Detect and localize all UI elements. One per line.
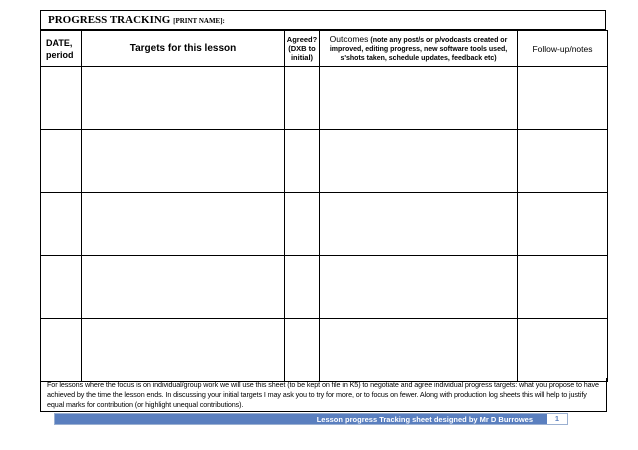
targets-cell[interactable] xyxy=(82,130,285,193)
outcomes-note: (note any post/s or p/vodcasts created or improved, editing progress, new software tools used, s'shots taken, schedule updates, feedback etc) xyxy=(329,36,508,62)
instructions-text: For lessons where the focus is on individual/group work we will use this sheet (to be kept on file in K5) to negotiate and agree individual progress targets: what you propose to have achieved by the time the lesson ends. In discussing your initial targets I may ask you to try for more, or to focus on fewer. Along with production log sheets this will help to justify equal marks for contribution (or highlight unequal contributions). xyxy=(47,380,599,409)
instructions-box xyxy=(40,378,607,412)
outcomes-cell[interactable] xyxy=(320,319,518,382)
date-cell[interactable] xyxy=(41,256,82,319)
page-number: 1 xyxy=(547,414,567,424)
column-header-date: DATE, period xyxy=(41,31,82,67)
title-note: [PRINT NAME]: xyxy=(173,17,225,25)
table-row xyxy=(41,67,608,130)
follow-up-cell[interactable] xyxy=(518,256,608,319)
table-row xyxy=(41,256,608,319)
date-cell[interactable] xyxy=(41,319,82,382)
follow-up-cell[interactable] xyxy=(518,67,608,130)
title-row xyxy=(40,10,606,30)
tracking-table xyxy=(40,30,608,382)
column-header-outcomes xyxy=(320,31,518,67)
follow-up-cell[interactable] xyxy=(518,130,608,193)
agreed-cell[interactable] xyxy=(285,193,320,256)
date-cell[interactable] xyxy=(41,193,82,256)
column-header-agreed: Agreed? (DXB to initial) xyxy=(285,31,320,67)
date-cell[interactable] xyxy=(41,130,82,193)
column-header-targets: Targets for this lesson xyxy=(82,31,285,67)
page-title xyxy=(48,14,225,26)
outcomes-cell[interactable] xyxy=(320,130,518,193)
follow-up-cell[interactable] xyxy=(518,319,608,382)
targets-cell[interactable] xyxy=(82,193,285,256)
table-row xyxy=(41,193,608,256)
outcomes-cell[interactable] xyxy=(320,67,518,130)
outcomes-lead: Outcomes xyxy=(329,33,369,44)
table-row xyxy=(41,319,608,382)
table-header-row xyxy=(41,31,608,67)
date-cell[interactable] xyxy=(41,67,82,130)
agreed-cell[interactable] xyxy=(285,130,320,193)
targets-cell[interactable] xyxy=(82,67,285,130)
outcomes-cell[interactable] xyxy=(320,256,518,319)
agreed-cell[interactable] xyxy=(285,319,320,382)
footer-bar xyxy=(54,413,568,425)
agreed-cell[interactable] xyxy=(285,67,320,130)
column-header-follow-up: Follow-up/notes xyxy=(518,31,608,67)
table-row xyxy=(41,130,608,193)
follow-up-cell[interactable] xyxy=(518,193,608,256)
footer-text: Lesson progress Tracking sheet designed by Mr D Burrowes xyxy=(316,415,533,424)
agreed-cell[interactable] xyxy=(285,256,320,319)
outcomes-cell[interactable] xyxy=(320,193,518,256)
targets-cell[interactable] xyxy=(82,256,285,319)
title-main: PROGRESS TRACKING xyxy=(48,14,171,26)
targets-cell[interactable] xyxy=(82,319,285,382)
